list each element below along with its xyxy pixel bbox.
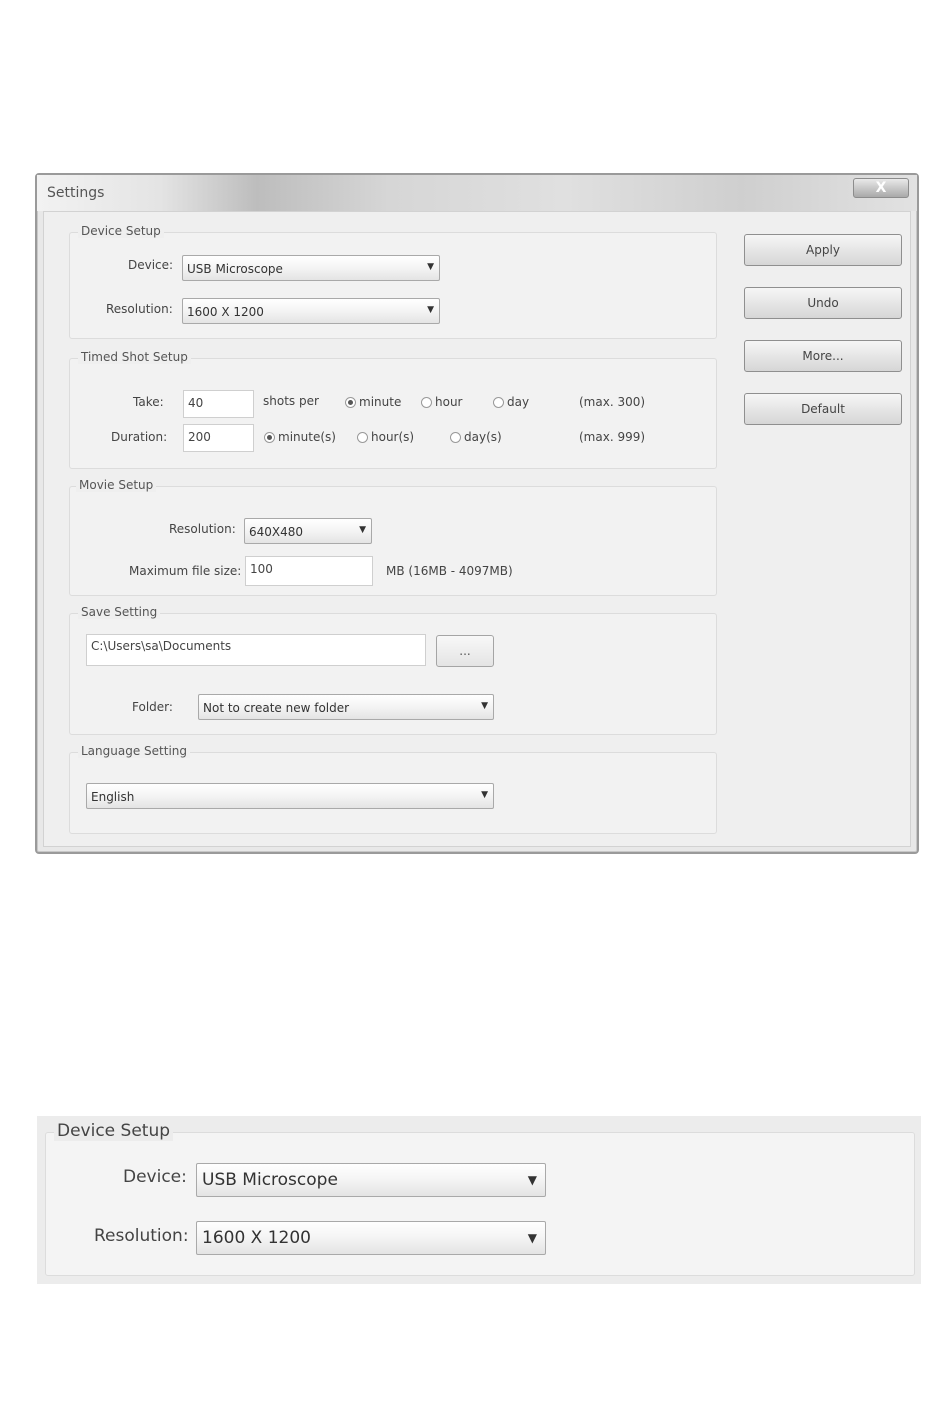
movie-resolution-label: Resolution: (169, 522, 236, 536)
zoom-device-dropdown[interactable] (196, 1163, 546, 1197)
device-setup-zoom-panel (37, 1116, 921, 1284)
take-max-label: (max. 300) (579, 395, 646, 409)
timed-shot-group (69, 350, 717, 469)
duration-unit-minutes-radio[interactable] (264, 430, 336, 444)
chevron-down-icon: ▼ (527, 1231, 537, 1245)
device-value: USB Microscope (187, 262, 283, 276)
folder-dropdown[interactable] (198, 694, 494, 720)
chevron-down-icon: ▼ (481, 701, 488, 711)
radio-unselected-icon (450, 432, 461, 443)
movie-setup-label: Movie Setup (76, 478, 156, 492)
duration-label: Duration: (111, 430, 168, 444)
zoom-device-setup-label: Device Setup (54, 1121, 173, 1141)
movie-setup-group (69, 478, 717, 596)
shots-per-label: shots per (263, 394, 319, 408)
device-setup-label: Device Setup (78, 224, 164, 238)
take-unit-hour-label: hour (435, 395, 463, 409)
take-unit-day-label: day (507, 395, 530, 409)
window-title: Settings (47, 185, 105, 201)
chevron-down-icon: ▼ (481, 790, 488, 800)
save-path-input[interactable] (86, 634, 426, 666)
max-file-size-label: Maximum file size: (129, 564, 242, 578)
zoom-resolution-label: Resolution: (94, 1226, 189, 1246)
timed-shot-label: Timed Shot Setup (78, 350, 191, 364)
device-setup-group (69, 224, 717, 339)
radio-selected-icon (345, 397, 356, 408)
title-bar[interactable] (37, 175, 917, 211)
resolution-label: Resolution: (106, 302, 173, 316)
take-unit-minute-radio[interactable] (345, 395, 401, 409)
duration-input[interactable] (183, 424, 254, 452)
duration-value: 200 (188, 430, 211, 444)
take-unit-hour-radio[interactable] (421, 395, 463, 409)
close-icon: X (875, 180, 887, 196)
settings-window (35, 173, 919, 854)
chevron-down-icon: ▼ (427, 305, 434, 315)
radio-unselected-icon (357, 432, 368, 443)
max-file-size-value: 100 (250, 562, 273, 576)
chevron-down-icon: ▼ (427, 262, 434, 272)
take-unit-day-radio[interactable] (493, 395, 529, 409)
chevron-down-icon: ▼ (527, 1173, 537, 1187)
apply-button[interactable]: Apply (744, 234, 902, 266)
duration-unit-hours-radio[interactable] (357, 430, 414, 444)
save-setting-label: Save Setting (78, 605, 160, 619)
folder-label: Folder: (132, 700, 173, 714)
save-path-value: C:\Users\sa\Documents (91, 639, 232, 653)
language-value: English (91, 790, 135, 804)
zoom-device-setup-group (45, 1121, 915, 1276)
close-button[interactable] (853, 178, 909, 198)
zoom-device-label: Device: (123, 1167, 187, 1187)
max-file-size-input[interactable] (245, 556, 373, 586)
duration-unit-minutes-label: minute(s) (278, 430, 336, 444)
device-dropdown[interactable] (182, 255, 440, 281)
undo-button[interactable]: Undo (744, 287, 902, 319)
take-input[interactable] (183, 390, 254, 418)
resolution-value: 1600 X 1200 (187, 305, 264, 319)
movie-resolution-value: 640X480 (249, 525, 304, 539)
zoom-resolution-dropdown[interactable] (196, 1221, 546, 1255)
more-button[interactable]: More... (744, 340, 902, 372)
save-setting-group (69, 605, 717, 735)
language-setting-group (69, 744, 717, 834)
folder-value: Not to create new folder (203, 701, 350, 715)
radio-unselected-icon (421, 397, 432, 408)
chevron-down-icon: ▼ (359, 525, 366, 535)
language-setting-label: Language Setting (78, 744, 190, 758)
radio-unselected-icon (493, 397, 504, 408)
duration-unit-hours-label: hour(s) (371, 430, 415, 444)
duration-unit-days-label: day(s) (464, 430, 502, 444)
language-dropdown[interactable] (86, 783, 494, 809)
zoom-resolution-value: 1600 X 1200 (202, 1228, 311, 1248)
device-label: Device: (128, 258, 174, 272)
take-value: 40 (188, 396, 204, 410)
default-button[interactable]: Default (744, 393, 902, 425)
radio-selected-icon (264, 432, 275, 443)
take-label: Take: (133, 395, 164, 409)
browse-button[interactable]: ... (436, 635, 494, 667)
duration-max-label: (max. 999) (579, 430, 646, 444)
movie-resolution-dropdown[interactable] (244, 518, 372, 544)
duration-unit-days-radio[interactable] (450, 430, 502, 444)
zoom-device-value: USB Microscope (202, 1170, 338, 1190)
max-file-size-hint: MB (16MB - 4097MB) (386, 564, 513, 578)
resolution-dropdown[interactable] (182, 298, 440, 324)
take-unit-minute-label: minute (359, 395, 402, 409)
settings-client-area (43, 211, 911, 847)
